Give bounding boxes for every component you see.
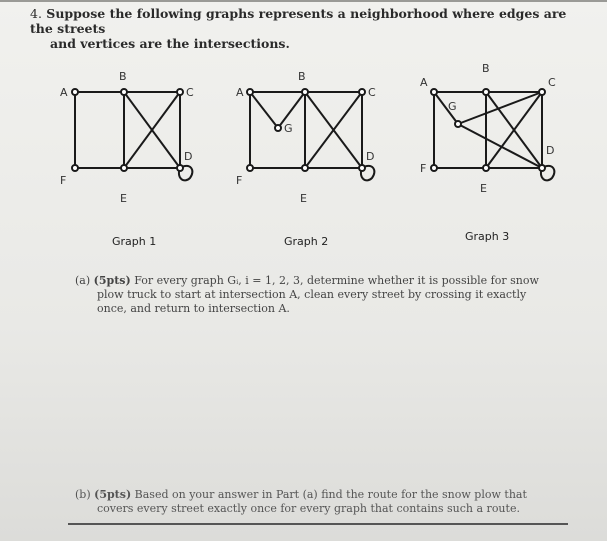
part-a-points: (5pts)	[93, 274, 131, 287]
graph-1-label-A: A	[60, 86, 68, 99]
graph-2-label-G: G	[284, 122, 293, 135]
graph-2-vertex-G	[275, 125, 281, 131]
question-text-line2: and vertices are the intersections.	[50, 36, 290, 51]
graph-2-caption: Graph 2	[284, 235, 329, 248]
graph-3-vertex-A	[431, 89, 437, 95]
graph-2-label-A: A	[236, 86, 244, 99]
graph-2-label-C: C	[368, 86, 376, 99]
graph-3-vertex-F	[431, 165, 437, 171]
graph-3-label-C: C	[548, 76, 556, 89]
graph-2-vertex-A	[247, 89, 253, 95]
graph-1-vertex-E	[121, 165, 127, 171]
graph-1-caption: Graph 1	[112, 235, 157, 248]
graph-3-vertex-D	[539, 165, 545, 171]
graph-3-label-E: E	[480, 182, 487, 195]
bottom-rule	[68, 523, 568, 525]
graph-1-label-B: B	[119, 70, 127, 83]
part-b-line1: Based on your answer in Part (a) find the route for the snow plow that	[134, 488, 527, 501]
graph-2-vertex-E	[302, 165, 308, 171]
graph-2	[247, 89, 374, 180]
graph-1-vertex-B	[121, 89, 127, 95]
question-text-line1: Suppose the following graphs represents a neighborhood where edges are the streets	[30, 6, 567, 36]
graph-1-vertex-D	[177, 165, 183, 171]
graph-1-label-C: C	[186, 86, 194, 99]
graph-3-vertex-C	[539, 89, 545, 95]
graph-2-vertex-F	[247, 165, 253, 171]
graph-2-label-D: D	[366, 150, 375, 163]
graph-3-label-B: B	[482, 62, 490, 75]
part-b-label: (b)	[75, 488, 91, 501]
graph-3-vertex-G	[455, 121, 461, 127]
graph-2-vertex-D	[359, 165, 365, 171]
graph-1-vertex-A	[72, 89, 78, 95]
part-a-line3: once, and return to intersection A.	[97, 302, 290, 315]
graph-1-label-E: E	[120, 192, 127, 205]
graph-2-vertex-B	[302, 89, 308, 95]
part-a-line2: plow truck to start at intersection A, clean every street by crossing it exactly	[97, 288, 527, 301]
graph-1	[72, 89, 192, 180]
part-a-line1: For every graph Gᵢ, i = 1, 2, 3, determine whether it is possible for snow	[134, 274, 539, 287]
graph-3-vertex-B	[483, 89, 489, 95]
graph-3-caption: Graph 3	[465, 230, 510, 243]
part-b-points: (5pts)	[94, 488, 132, 501]
graphs-figure	[0, 0, 607, 270]
part-b-line2: covers every street exactly once for every graph that contains such a route.	[97, 502, 520, 515]
graph-3-edge-GD	[458, 124, 542, 168]
graph-1-vertex-C	[177, 89, 183, 95]
graph-1-border-edges	[75, 92, 180, 168]
part-a-label: (a)	[75, 274, 91, 287]
part-a	[75, 274, 570, 316]
graph-1-label-F: F	[60, 174, 67, 187]
graph-2-label-F: F	[236, 174, 243, 187]
question-number: 4.	[30, 6, 42, 21]
graph-2-label-B: B	[298, 70, 306, 83]
graph-1-label-D: D	[184, 150, 193, 163]
part-b	[75, 488, 570, 516]
graph-3-vertex-E	[483, 165, 489, 171]
graph-2-label-E: E	[300, 192, 307, 205]
graph-3-label-F: F	[420, 162, 427, 175]
graph-3-label-G: G	[448, 100, 457, 113]
graph-1-vertex-F	[72, 165, 78, 171]
graph-3-label-D: D	[546, 144, 555, 157]
graph-2-edge-AG	[250, 92, 278, 128]
graph-2-vertex-C	[359, 89, 365, 95]
graph-3-label-A: A	[420, 76, 428, 89]
